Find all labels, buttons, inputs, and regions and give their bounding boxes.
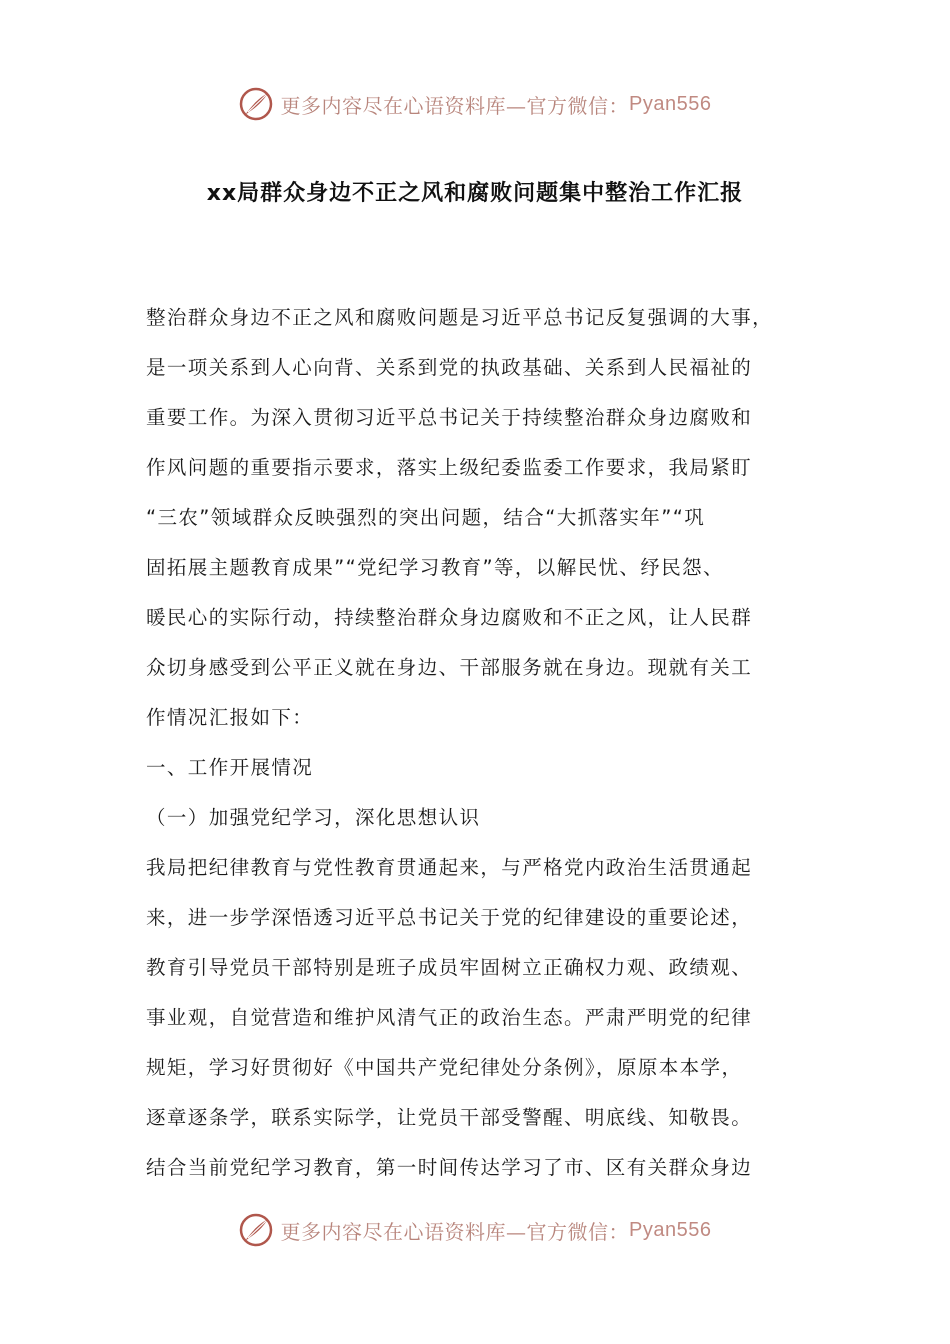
body-line: 众切身感受到公平正义就在身边、干部服务就在身边。现就有关工	[146, 656, 753, 679]
body-line: 整治群众身边不正之风和腐败问题是习近平总书记反复强调的大事，	[146, 306, 774, 329]
body-line: 作情况汇报如下：	[146, 706, 314, 729]
feather-pen-logo-icon	[239, 87, 273, 121]
watermark-wechat-id: Pyan556	[629, 92, 712, 115]
subsection-heading: （一）加强党纪学习，深化思想认识	[146, 806, 481, 829]
body-line: 是一项关系到人心向背、关系到党的执政基础、关系到人民福祉的	[146, 356, 753, 379]
footer-watermark	[0, 1210, 950, 1250]
body-line: 结合当前党纪学习教育，第一时间传达学习了市、区有关群众身边	[146, 1156, 753, 1179]
document-title: xx局群众身边不正之风和腐败问题集中整治工作汇报	[206, 181, 744, 206]
feather-pen-logo-icon	[239, 1213, 273, 1247]
header-watermark	[0, 84, 950, 124]
body-line: 教育引导党员干部特别是班子成员牢固树立正确权力观、政绩观、	[146, 956, 753, 979]
watermark-text: 更多内容尽在心语资料库—官方微信：	[280, 1219, 630, 1244]
body-line: 事业观，自觉营造和维护风清气正的政治生态。严肃严明党的纪律	[146, 1006, 753, 1029]
watermark-wechat-id: Pyan556	[629, 1218, 712, 1241]
body-line: “三农”领域群众反映强烈的突出问题，结合“大抓落实年”“巩	[146, 506, 706, 529]
body-line: 作风问题的重要指示要求，落实上级纪委监委工作要求，我局紧盯	[146, 456, 753, 479]
body-line: 逐章逐条学，联系实际学，让党员干部受警醒、明底线、知敬畏。	[146, 1106, 753, 1129]
body-line: 来，进一步学深悟透习近平总书记关于党的纪律建设的重要论述，	[146, 906, 753, 929]
body-line: 暖民心的实际行动，持续整治群众身边腐败和不正之风，让人民群	[146, 606, 753, 629]
document-body	[146, 296, 808, 1196]
watermark-text: 更多内容尽在心语资料库—官方微信：	[280, 93, 630, 118]
body-line: 固拓展主题教育成果”“党纪学习教育”等，以解民忧、纾民怨、	[146, 556, 724, 579]
section-heading: 一、工作开展情况	[146, 756, 314, 779]
body-line: 我局把纪律教育与党性教育贯通起来，与严格党内政治生活贯通起	[146, 856, 753, 879]
body-line: 重要工作。为深入贯彻习近平总书记关于持续整治群众身边腐败和	[146, 406, 753, 429]
body-line: 规矩，学习好贯彻好《中国共产党纪律处分条例》，原原本本学，	[146, 1056, 743, 1079]
